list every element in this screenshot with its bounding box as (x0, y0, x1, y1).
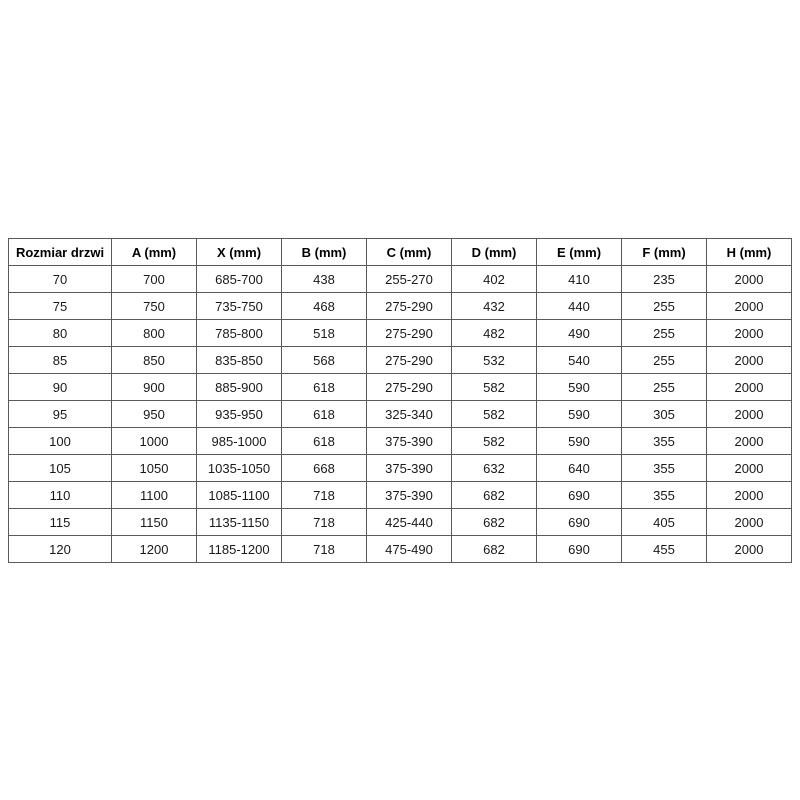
table-cell: 1050 (112, 455, 197, 482)
table-cell: 618 (282, 428, 367, 455)
table-cell: 700 (112, 266, 197, 293)
table-cell: 255 (622, 374, 707, 401)
table-cell: 1035-1050 (197, 455, 282, 482)
table-row (9, 266, 792, 293)
table-cell: 2000 (707, 455, 792, 482)
table-cell: 2000 (707, 320, 792, 347)
table-cell: 1200 (112, 536, 197, 563)
table-cell: 835-850 (197, 347, 282, 374)
table-cell: 475-490 (367, 536, 452, 563)
table-cell: 85 (9, 347, 112, 374)
table-row (9, 374, 792, 401)
table-cell: 110 (9, 482, 112, 509)
table-cell: 402 (452, 266, 537, 293)
column-header: Rozmiar drzwi (9, 239, 112, 266)
spec-table-head (9, 239, 792, 266)
table-cell: 70 (9, 266, 112, 293)
table-cell: 405 (622, 509, 707, 536)
table-cell: 582 (452, 374, 537, 401)
table-cell: 90 (9, 374, 112, 401)
table-cell: 255 (622, 293, 707, 320)
table-cell: 75 (9, 293, 112, 320)
table-cell: 668 (282, 455, 367, 482)
table-cell: 105 (9, 455, 112, 482)
table-cell: 255-270 (367, 266, 452, 293)
table-cell: 482 (452, 320, 537, 347)
column-header: A (mm) (112, 239, 197, 266)
table-cell: 582 (452, 401, 537, 428)
table-row (9, 428, 792, 455)
table-cell: 568 (282, 347, 367, 374)
table-cell: 355 (622, 428, 707, 455)
table-cell: 1135-1150 (197, 509, 282, 536)
table-cell: 275-290 (367, 347, 452, 374)
table-cell: 375-390 (367, 482, 452, 509)
table-cell: 640 (537, 455, 622, 482)
table-cell: 1000 (112, 428, 197, 455)
table-cell: 1085-1100 (197, 482, 282, 509)
table-cell: 690 (537, 536, 622, 563)
table-cell: 255 (622, 347, 707, 374)
table-row (9, 455, 792, 482)
table-cell: 718 (282, 482, 367, 509)
table-cell: 375-390 (367, 428, 452, 455)
table-cell: 682 (452, 482, 537, 509)
table-cell: 632 (452, 455, 537, 482)
table-cell: 540 (537, 347, 622, 374)
table-cell: 1185-1200 (197, 536, 282, 563)
table-cell: 750 (112, 293, 197, 320)
table-cell: 355 (622, 482, 707, 509)
door-size-spec-table (8, 238, 792, 563)
column-header: F (mm) (622, 239, 707, 266)
table-cell: 885-900 (197, 374, 282, 401)
table-cell: 468 (282, 293, 367, 320)
table-cell: 432 (452, 293, 537, 320)
column-header: X (mm) (197, 239, 282, 266)
table-cell: 2000 (707, 428, 792, 455)
table-cell: 115 (9, 509, 112, 536)
table-cell: 2000 (707, 536, 792, 563)
table-cell: 590 (537, 428, 622, 455)
table-cell: 735-750 (197, 293, 282, 320)
column-header: H (mm) (707, 239, 792, 266)
table-row (9, 320, 792, 347)
column-header: D (mm) (452, 239, 537, 266)
table-cell: 355 (622, 455, 707, 482)
column-header: E (mm) (537, 239, 622, 266)
table-cell: 235 (622, 266, 707, 293)
table-cell: 685-700 (197, 266, 282, 293)
table-row (9, 509, 792, 536)
table-cell: 582 (452, 428, 537, 455)
header-row (9, 239, 792, 266)
table-row (9, 401, 792, 428)
table-cell: 120 (9, 536, 112, 563)
table-cell: 490 (537, 320, 622, 347)
table-cell: 80 (9, 320, 112, 347)
table-cell: 985-1000 (197, 428, 282, 455)
table-cell: 275-290 (367, 293, 452, 320)
column-header: B (mm) (282, 239, 367, 266)
table-cell: 440 (537, 293, 622, 320)
table-cell: 935-950 (197, 401, 282, 428)
table-cell: 1100 (112, 482, 197, 509)
table-cell: 275-290 (367, 320, 452, 347)
table-cell: 850 (112, 347, 197, 374)
table-cell: 425-440 (367, 509, 452, 536)
table-cell: 718 (282, 509, 367, 536)
table-cell: 900 (112, 374, 197, 401)
table-cell: 455 (622, 536, 707, 563)
table-cell: 682 (452, 536, 537, 563)
table-cell: 2000 (707, 293, 792, 320)
table-cell: 690 (537, 509, 622, 536)
table-cell: 2000 (707, 509, 792, 536)
table-cell: 532 (452, 347, 537, 374)
table-cell: 785-800 (197, 320, 282, 347)
table-cell: 2000 (707, 266, 792, 293)
table-cell: 275-290 (367, 374, 452, 401)
table-cell: 590 (537, 374, 622, 401)
table-cell: 438 (282, 266, 367, 293)
table-cell: 690 (537, 482, 622, 509)
table-cell: 950 (112, 401, 197, 428)
table-row (9, 536, 792, 563)
table-row (9, 293, 792, 320)
table-cell: 590 (537, 401, 622, 428)
table-row (9, 482, 792, 509)
column-header: C (mm) (367, 239, 452, 266)
table-cell: 618 (282, 374, 367, 401)
table-cell: 2000 (707, 347, 792, 374)
spec-table-body (9, 266, 792, 563)
table-cell: 2000 (707, 401, 792, 428)
table-row (9, 347, 792, 374)
spec-table-container (8, 238, 792, 563)
table-cell: 518 (282, 320, 367, 347)
table-cell: 375-390 (367, 455, 452, 482)
table-cell: 718 (282, 536, 367, 563)
table-cell: 1150 (112, 509, 197, 536)
table-cell: 618 (282, 401, 367, 428)
table-cell: 95 (9, 401, 112, 428)
table-cell: 2000 (707, 482, 792, 509)
table-cell: 255 (622, 320, 707, 347)
table-cell: 410 (537, 266, 622, 293)
table-cell: 305 (622, 401, 707, 428)
table-cell: 325-340 (367, 401, 452, 428)
table-cell: 100 (9, 428, 112, 455)
table-cell: 2000 (707, 374, 792, 401)
table-cell: 800 (112, 320, 197, 347)
table-cell: 682 (452, 509, 537, 536)
